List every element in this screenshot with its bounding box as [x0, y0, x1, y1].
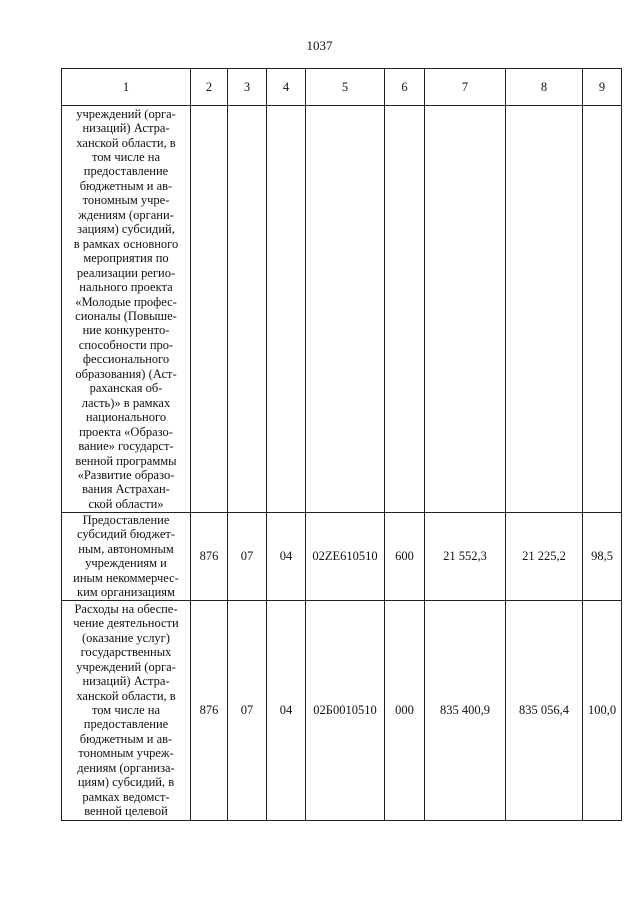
header-row: [62, 69, 622, 106]
cell-col6: 000: [385, 600, 425, 820]
cell-col9: 98,5: [583, 513, 622, 601]
column-header: 9: [583, 69, 622, 106]
row-description: учреждений (орга- низаций) Астра- ханской области, в том числе на предоставление бюджетным и ав- тономным учре- ждениям (органи- зациям) субсидий, в рамках основного мероприятия по реализации регио- нального проекта «Молодые профес- сионалы (Повыше- ние конкуренто- способности про- фессионального образования) (Аст- раханская об- ласть)» в рамках национального проекта «Образо- вание» государст- венной программы «Развитие образо- вания Астрахан- ской области»: [62, 106, 191, 513]
cell-col6: 600: [385, 513, 425, 601]
cell-col8: [506, 106, 583, 513]
column-header: 5: [306, 69, 385, 106]
cell-col4: 04: [267, 600, 306, 820]
column-header: 3: [228, 69, 267, 106]
cell-col8: 835 056,4: [506, 600, 583, 820]
page-number: 1037: [306, 38, 333, 53]
cell-col4: 04: [267, 513, 306, 601]
row-description: Расходы на обеспе- чение деятельности (оказание услуг) государственных учреждений (орга- низаций) Астра- ханской области, в том числе на предоставление бюджетным и ав- тономным учреж- дениям (организа- циям) субсидий, в рамках ведомст- венной целевой: [62, 600, 191, 820]
column-header: 1: [62, 69, 191, 106]
column-header: 8: [506, 69, 583, 106]
column-header: 4: [267, 69, 306, 106]
table-row: [62, 513, 622, 601]
cell-col7: 21 552,3: [425, 513, 506, 601]
cell-col7: 835 400,9: [425, 600, 506, 820]
budget-table: [61, 68, 622, 821]
cell-col9: 100,0: [583, 600, 622, 820]
column-header: 6: [385, 69, 425, 106]
cell-col3: 07: [228, 513, 267, 601]
cell-col2: [191, 106, 228, 513]
cell-col5: [306, 106, 385, 513]
cell-col3: 07: [228, 600, 267, 820]
cell-col3: [228, 106, 267, 513]
row-description: Предоставление субсидий бюджет- ным, автономным учреждениям и иным некоммерчес- ким организациям: [62, 513, 191, 601]
cell-col4: [267, 106, 306, 513]
cell-col8: 21 225,2: [506, 513, 583, 601]
cell-col6: [385, 106, 425, 513]
cell-col5: 02ZE610510: [306, 513, 385, 601]
cell-col2: 876: [191, 600, 228, 820]
table-row: [62, 106, 622, 513]
cell-col5: 02Б0010510: [306, 600, 385, 820]
cell-col7: [425, 106, 506, 513]
column-header: 7: [425, 69, 506, 106]
cell-col9: [583, 106, 622, 513]
table-row: [62, 600, 622, 820]
column-header: 2: [191, 69, 228, 106]
cell-col2: 876: [191, 513, 228, 601]
